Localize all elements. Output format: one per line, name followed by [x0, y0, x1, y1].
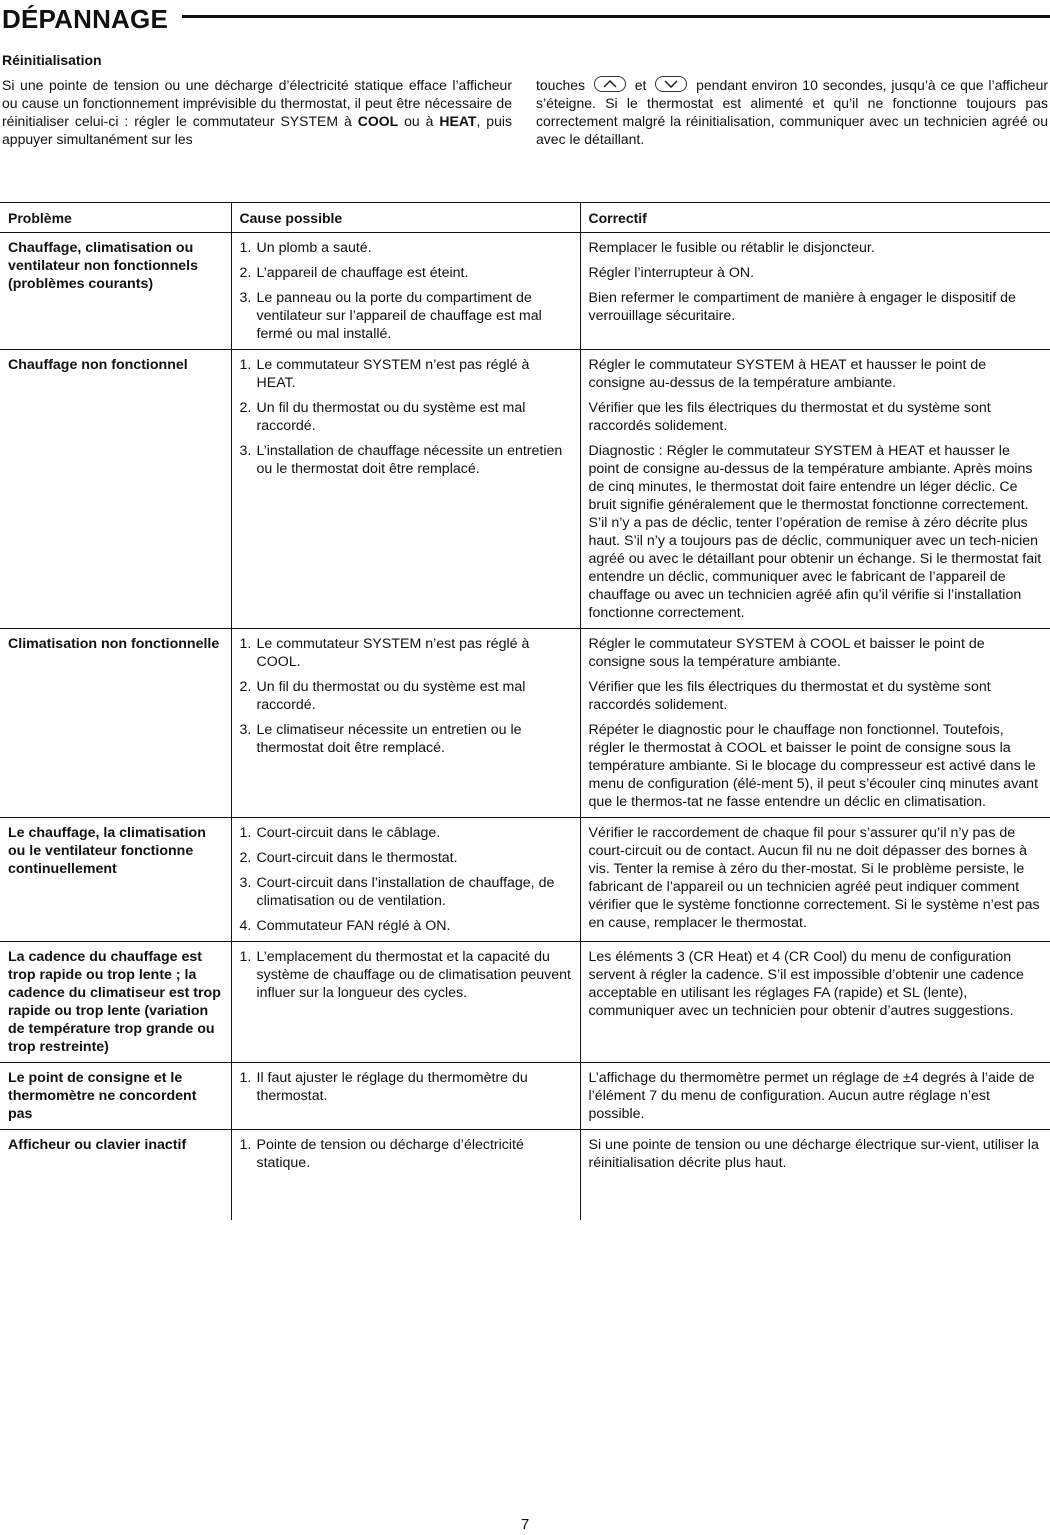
cause-number: 1.	[239, 240, 252, 256]
problem-cell: La cadence du chauffage est trop rapide ou trop lente ; la cadence du climatiseur est trop rapide ou trop lente (variation de température trop grande ou trop restreinte)	[0, 942, 231, 1063]
cause-number: 1.	[239, 1070, 252, 1086]
header-fix: Correctif	[580, 203, 1050, 233]
fix-paragraph: Vérifier le raccordement de chaque fil pour s’assurer qu’il n’y pas de court-circuit ou de contact. Aucun fil nu ne doit dépasser des bornes à vis. Tenter la remise à zéro du ther-mostat. Si le problème persiste, le fabricant de l’appareil ou un technicien agréé peut indiquer comment vérifier que le système fonctionne correctement. Si le système n’est pas en cause, remplacer le thermostat.	[588, 825, 1040, 931]
cause-number: 2.	[239, 265, 252, 281]
reset-text-2: ou à	[398, 113, 440, 129]
cause-text: L’installation de chauffage nécessite un entretien ou le thermostat doit être remplacé.	[256, 443, 563, 477]
reset-text-3: , puis appuyer simultanément sur les	[2, 113, 512, 147]
cause-item	[240, 1136, 572, 1172]
troubleshooting-table	[0, 202, 1050, 1220]
fix-cell	[580, 818, 1050, 942]
cause-list	[240, 635, 572, 757]
problem-cell: Le chauffage, la climatisation ou le ventilateur fonctionne continuellement	[0, 818, 231, 942]
cause-number: 1.	[239, 636, 252, 652]
header-cause: Cause possible	[231, 203, 580, 233]
cause-item	[240, 356, 572, 392]
cause-number: 3.	[239, 290, 252, 306]
cause-item	[240, 824, 572, 842]
reset-text-1: Si une pointe de tension ou une décharge d’électricité statique efface l’afficheur ou cause un fonctionnement imprévisible du thermostat, il peut être nécessaire de réinitialiser celui-ci : régler le commutateur SYSTEM à	[2, 77, 512, 129]
cause-number: 2.	[239, 679, 252, 695]
fix-paragraph: Remplacer le fusible ou rétablir le disjoncteur.	[588, 240, 875, 256]
cause-item	[240, 721, 572, 757]
cause-number: 2.	[239, 400, 252, 416]
cause-text: Court-circuit dans l’installation de chauffage, de climatisation ou de ventilation.	[256, 875, 555, 909]
fix-paragraph: Bien refermer le compartiment de manière à engager le dispositif de verrouillage sécuritaire.	[588, 290, 1016, 324]
cause-cell	[231, 350, 580, 629]
cause-text: Un plomb a sauté.	[256, 240, 372, 256]
cause-text: L’appareil de chauffage est éteint.	[256, 265, 469, 281]
fix-paragraph: Répéter le diagnostic pour le chauffage non fonctionnel. Toutefois, régler le thermostat à COOL et baisser le point de consigne sous la température ambiante. Si le blocage du compresseur est activé dans le menu de configuration (élé-ment 5), il peut s’écouler cinq minutes avant que le thermos-tat ne fasse entendre un déclic en climatisation.	[588, 722, 1039, 810]
cause-text: Court-circuit dans le câblage.	[256, 825, 441, 841]
fix-cell	[580, 1063, 1050, 1130]
page-number: 7	[520, 1516, 530, 1533]
cause-number: 1.	[239, 825, 252, 841]
cause-cell	[231, 233, 580, 350]
problem-cell: Climatisation non fonctionnelle	[0, 629, 231, 818]
fix-paragraph: Régler le commutateur SYSTEM à HEAT et hausser le point de consigne au-dessus de la température ambiante.	[588, 357, 987, 391]
cause-text: Le commutateur SYSTEM n’est pas réglé à COOL.	[256, 636, 530, 670]
cause-number: 3.	[239, 875, 252, 891]
cause-list	[240, 1136, 572, 1172]
cause-cell	[231, 942, 580, 1063]
cause-list	[240, 356, 572, 478]
reset-paragraph-right	[536, 76, 1048, 148]
fix-paragraph: Régler l’interrupteur à ON.	[588, 265, 755, 281]
table-header-row	[0, 203, 1050, 233]
table-row	[0, 1063, 1050, 1130]
cause-number: 1.	[239, 357, 252, 373]
cause-cell	[231, 629, 580, 818]
table-row	[0, 1130, 1050, 1221]
cause-number: 3.	[239, 722, 252, 738]
cause-text: Un fil du thermostat ou du système est mal raccordé.	[256, 400, 526, 434]
table-row	[0, 629, 1050, 818]
cause-text: Le panneau ou la porte du compartiment de ventilateur sur l’appareil de chauffage est mal fermé ou mal installé.	[256, 290, 542, 342]
cause-list	[240, 824, 572, 935]
fix-cell	[580, 350, 1050, 629]
cause-text: Il faut ajuster le réglage du thermomètre du thermostat.	[256, 1070, 528, 1104]
cause-list	[240, 239, 572, 343]
section-title: DÉPANNAGE	[2, 4, 169, 34]
section-header	[0, 2, 1050, 36]
down-arrow-key-icon	[655, 76, 687, 92]
cause-item	[240, 917, 572, 935]
fix-cell	[580, 1130, 1050, 1221]
up-arrow-key-icon	[594, 76, 626, 92]
cause-text: Un fil du thermostat ou du système est mal raccordé.	[256, 679, 526, 713]
cause-item	[240, 399, 572, 435]
cause-number: 4.	[239, 918, 252, 934]
cause-number: 2.	[239, 850, 252, 866]
problem-cell: Afficheur ou clavier inactif	[8, 1137, 187, 1153]
reset-text-5: pendant environ 10 secondes, jusqu’à ce que l’afficheur s’éteigne. Si le thermostat est alimenté et qu’il ne fonctionne toujours pas correctement malgré la réinitialisation, communiquer avec un technicien agréé ou avec le détaillant.	[536, 77, 1049, 147]
problem-cell: Le point de consigne et le thermomètre ne concordent pas	[0, 1063, 231, 1130]
fix-cell	[580, 233, 1050, 350]
reset-text-and: et	[634, 77, 647, 93]
reset-text-4: touches	[536, 77, 586, 93]
cause-text: Pointe de tension ou décharge d’électricité statique.	[256, 1137, 524, 1171]
fix-paragraph: L’affichage du thermomètre permet un réglage de ±4 degrés à l’aide de l’élément 7 du menu de configuration. Aucun autre réglage n’est possible.	[588, 1070, 1035, 1122]
cause-item	[240, 948, 572, 1002]
cause-list	[240, 948, 572, 1002]
cause-cell	[231, 1063, 580, 1130]
fix-paragraph: Régler le commutateur SYSTEM à COOL et baisser le point de consigne sous la température ambiante.	[588, 636, 985, 670]
cause-item	[240, 239, 572, 257]
cause-text: Le commutateur SYSTEM n’est pas réglé à HEAT.	[256, 357, 530, 391]
table-row	[0, 818, 1050, 942]
table-row	[0, 233, 1050, 350]
cause-item	[240, 635, 572, 671]
cause-item	[240, 849, 572, 867]
cause-text: Court-circuit dans le thermostat.	[256, 850, 458, 866]
cause-item	[240, 264, 572, 282]
cause-item	[240, 874, 572, 910]
cause-item	[240, 678, 572, 714]
heat-label: HEAT	[439, 113, 477, 129]
cause-item	[240, 1069, 572, 1105]
fix-cell	[580, 942, 1050, 1063]
cause-text: Commutateur FAN réglé à ON.	[256, 918, 451, 934]
reset-heading: Réinitialisation	[2, 52, 102, 68]
cool-label: COOL	[357, 113, 399, 129]
table-row	[0, 942, 1050, 1063]
cause-number: 1.	[239, 949, 252, 965]
cause-number: 3.	[239, 443, 252, 459]
cause-item	[240, 289, 572, 343]
cause-item	[240, 442, 572, 478]
header-problem: Problème	[0, 203, 231, 233]
reset-paragraph-left	[2, 76, 512, 148]
table-body	[0, 233, 1050, 1221]
cause-text: Le climatiseur nécessite un entretien ou le thermostat doit être remplacé.	[256, 722, 522, 756]
fix-paragraph: Vérifier que les fils électriques du thermostat et du système sont raccordés solidement.	[588, 400, 991, 434]
cause-list	[240, 1069, 572, 1105]
fix-paragraph: Diagnostic : Régler le commutateur SYSTEM à HEAT et hausser le point de consigne au-dessus de la température ambiante. Après moins de cinq minutes, le thermostat doit faire entendre un léger déclic. Ce bruit signifie généralement que le thermostat fonctionne correctement. S’il n’y a pas de déclic, tenter l’opération de remise à zéro décrite plus haut. S’il n’y a toujours pas de déclic, communiquer avec un tech-nicien agréé ou avec le détaillant pour obtenir un échange. Si le thermostat fait entendre un déclic, communiquer avec le fabricant de l’appareil de chauffage ou avec un technicien agréé afin qu’il vérifie si l’installation fonctionne correctement.	[588, 443, 1042, 621]
table-row	[0, 350, 1050, 629]
cause-cell	[231, 818, 580, 942]
problem-cell: Chauffage non fonctionnel	[0, 350, 231, 629]
fix-paragraph: Les éléments 3 (CR Heat) et 4 (CR Cool) du menu de configuration servent à régler la cadence. S’il est impossible d’obtenir une cadence acceptable en utilisant les réglages FA (rapide) et SL (lente), communiquer avec un technicien pour obtenir d’autres suggestions.	[588, 949, 1024, 1019]
cause-text: L’emplacement du thermostat et la capacité du système de chauffage ou de climatisation peuvent influer sur la longueur des cycles.	[256, 949, 571, 1001]
fix-cell	[580, 629, 1050, 818]
cause-number: 1.	[239, 1137, 252, 1153]
cause-cell	[231, 1130, 580, 1221]
problem-cell: Chauffage, climatisation ou ventilateur non fonctionnels (problèmes courants)	[0, 233, 231, 350]
fix-paragraph: Vérifier que les fils électriques du thermostat et du système sont raccordés solidement.	[588, 679, 991, 713]
fix-paragraph: Si une pointe de tension ou une décharge électrique sur-vient, utiliser la réinitialisation décrite plus haut.	[588, 1137, 1039, 1171]
title-rule	[182, 15, 1050, 18]
